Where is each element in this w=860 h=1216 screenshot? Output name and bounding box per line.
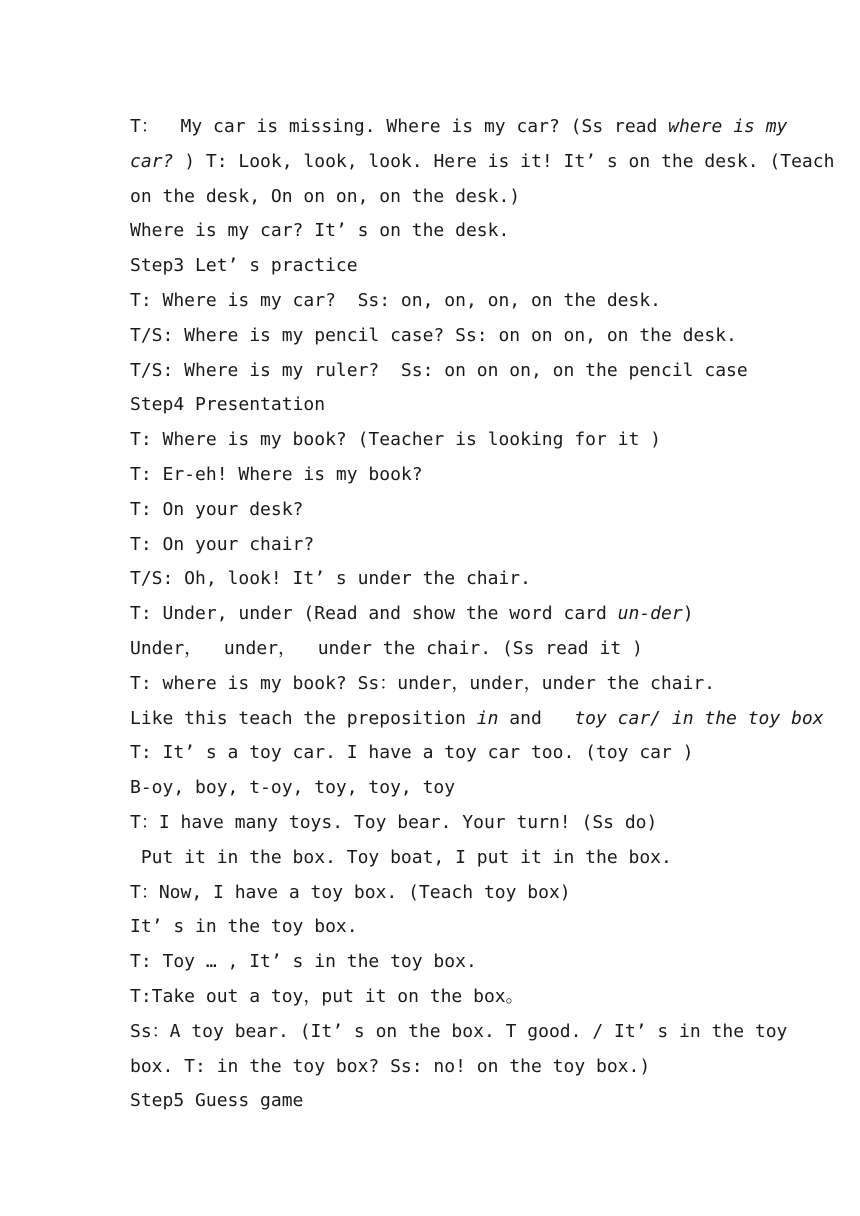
text-line: T/S: Where is my pencil case? Ss: on on on, on the desk. <box>130 324 737 346</box>
text-line: T/S: Oh, look! It’ s under the chair. <box>130 568 531 590</box>
text-line: T：Now, I have a toy box. (Teach toy box) <box>130 881 571 903</box>
text-line: T: Where is my car? Ss: on, on, on, on the desk. <box>130 289 662 311</box>
text-line: T： My car is missing. Where is my car? (Ss read where is my <box>130 116 788 137</box>
text-line: T: Where is my book? (Teacher is looking for it ) <box>130 429 662 451</box>
text-line: T: Under, under (Read and show the word card un-der) <box>130 603 694 625</box>
text-line: T:Take out a toy，put it on the box。 <box>130 985 524 1007</box>
text-line: Like this teach the preposition in and toy car/ in the toy box <box>130 707 824 729</box>
lesson-text <box>130 110 835 1119</box>
text-line: T: where is my book? Ss：under，under，under the chair. <box>130 672 716 694</box>
text-line: B-oy, boy, t-oy, toy, toy, toy <box>130 777 456 799</box>
text-line: T: It’ s a toy car. I have a toy car too. (toy car ) <box>130 742 694 764</box>
text-line: T: Toy … , It’ s in the toy box. <box>130 951 477 973</box>
text-line: Under， under， under the chair. (Ss read it ) <box>130 637 643 659</box>
text-line: T: On your chair? <box>130 533 315 555</box>
text-line: box. T: in the toy box? Ss: no! on the toy box.) <box>130 1055 651 1077</box>
text-line: Put it in the box. Toy boat, I put it in the box. <box>130 846 672 868</box>
text-line: T: Er-eh! Where is my book? <box>130 463 423 485</box>
section-heading: Step3 Let’ s practice <box>130 255 358 277</box>
text-line: on the desk, On on on, on the desk.) <box>130 185 521 207</box>
section-heading: Step4 Presentation <box>130 394 326 416</box>
text-line: T: On your desk? <box>130 498 304 520</box>
text-line: T/S: Where is my ruler? Ss: on on on, on the pencil case <box>130 359 748 381</box>
text-line: car? ) T: Look, look, look. Here is it! It’ s on the desk. (Teach <box>130 150 835 172</box>
text-line: T：I have many toys. Toy bear. Your turn! (Ss do) <box>130 811 658 833</box>
text-line: Ss：A toy bear. (It’ s on the box. T good. / It’ s in the toy <box>130 1020 788 1042</box>
section-heading: Step5 Guess game <box>130 1090 304 1112</box>
text-line: It’ s in the toy box. <box>130 916 358 938</box>
text-line: Where is my car? It’ s on the desk. <box>130 220 510 242</box>
